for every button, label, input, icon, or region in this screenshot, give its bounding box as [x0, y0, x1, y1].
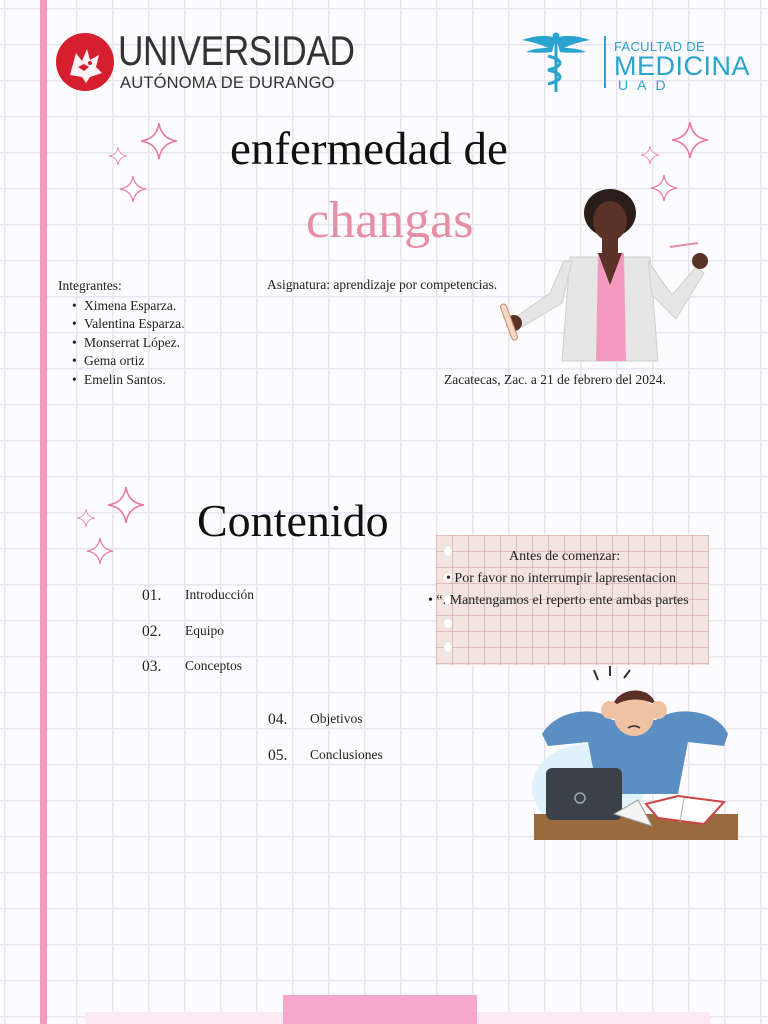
bottom-accent-tab: [283, 995, 477, 1024]
contents-item-number: 04.: [268, 711, 288, 728]
note-card: [428, 535, 709, 665]
faculty-line-3: UAD: [618, 77, 675, 93]
title-line-2: changas: [306, 192, 474, 249]
faculty-line-2: MEDICINA: [614, 51, 751, 81]
contents-item-label: Equipo: [185, 623, 224, 638]
contents-item-number: 03.: [142, 658, 162, 675]
stressed-student-illustration: [528, 664, 740, 844]
contents-item-number: 05.: [268, 747, 288, 764]
title-line-1: enfermedad de: [230, 123, 508, 175]
subject-text: Asignatura: aprendizaje por competencias.: [267, 277, 498, 292]
list-item: • Ximena Esparza.: [84, 297, 184, 315]
contents-item-label: Conclusiones: [310, 747, 383, 762]
university-subtitle: AUTÓNOMA DE DURANGO: [120, 74, 335, 92]
contents-heading: Contenido: [197, 495, 389, 546]
contents-item-number: 01.: [142, 587, 162, 604]
contents-item-label: Objetivos: [310, 711, 363, 726]
university-name: UNIVERSIDAD: [118, 27, 355, 74]
faculty-line-1: FACULTAD DE: [614, 39, 705, 54]
doctor-illustration: [492, 185, 712, 365]
binder-hole-icon: [444, 547, 452, 556]
note-title: Antes de comenzar:: [509, 549, 621, 564]
list-item: • Monserrat López.: [84, 334, 184, 352]
members-heading: Integrantes:: [58, 278, 122, 293]
list-item: • Valentina Esparza.: [84, 315, 184, 333]
list-item: • Emelin Santos.: [84, 371, 184, 389]
note-bullet: • “. Mantengamos el reperto ente ambas partes: [428, 593, 689, 608]
binder-hole-icon: [444, 619, 452, 628]
note-bullet: • Por favor no interrumpir lapresentacion: [446, 571, 676, 586]
binder-hole-icon: [444, 643, 452, 652]
place-date-text: Zacatecas, Zac. a 21 de febrero del 2024.: [444, 372, 666, 387]
contents-item-label: Conceptos: [185, 658, 242, 673]
contents-item-number: 02.: [142, 623, 162, 640]
list-item: • Gema ortiz: [84, 352, 184, 370]
contents-item-label: Introducción: [185, 587, 254, 602]
members-list: [84, 297, 184, 389]
